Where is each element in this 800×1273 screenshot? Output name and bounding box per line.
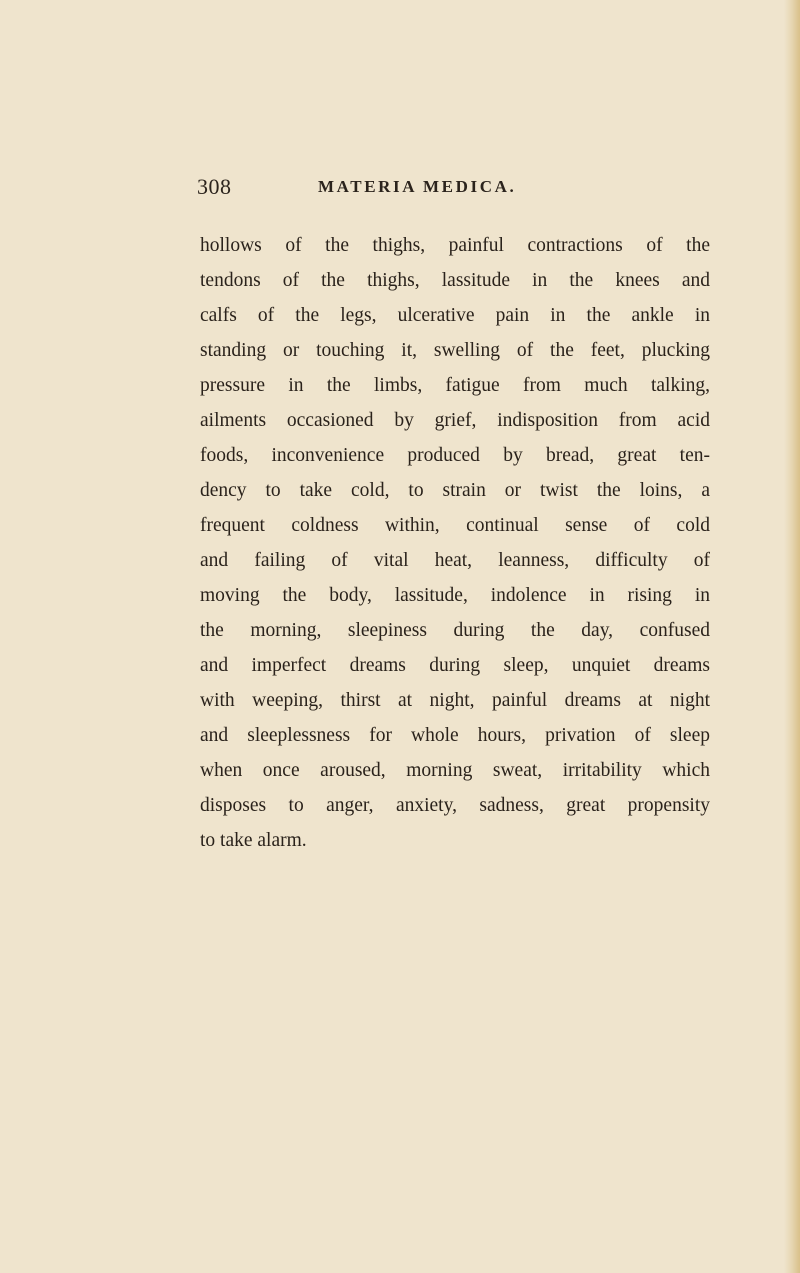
text-line: hollows of the thighs, painful contractions of the [200,235,710,256]
body-paragraph [200,228,710,858]
running-title: MATERIA MEDICA. [318,177,517,196]
text-line: and sleeplessness for whole hours, privation of sleep [200,725,710,746]
page-number: 308 [197,174,232,199]
text-line: foods, inconvenience produced by bread, great ten- [200,445,710,466]
text-line: to take alarm. [200,830,307,851]
text-line: frequent coldness within, continual sense of cold [200,515,710,536]
text-line: disposes to anger, anxiety, sadness, great propensity [200,795,710,816]
text-line: with weeping, thirst at night, painful dreams at night [200,690,710,711]
text-line: calfs of the legs, ulcerative pain in the ankle in [200,305,710,326]
text-line: standing or touching it, swelling of the feet, plucking [200,340,710,361]
text-line: and failing of vital heat, leanness, difficulty of [200,550,710,571]
text-line: ailments occasioned by grief, indisposition from acid [200,410,710,431]
text-line: and imperfect dreams during sleep, unquiet dreams [200,655,710,676]
text-line: the morning, sleepiness during the day, confused [200,620,710,641]
text-line: when once aroused, morning sweat, irritability which [200,760,710,781]
text-line: pressure in the limbs, fatigue from much talking, [200,375,710,396]
running-head [0,174,800,214]
text-line: tendons of the thighs, lassitude in the knees and [200,270,710,291]
text-line: moving the body, lassitude, indolence in rising in [200,585,710,606]
text-line: dency to take cold, to strain or twist the loins, a [200,480,710,501]
